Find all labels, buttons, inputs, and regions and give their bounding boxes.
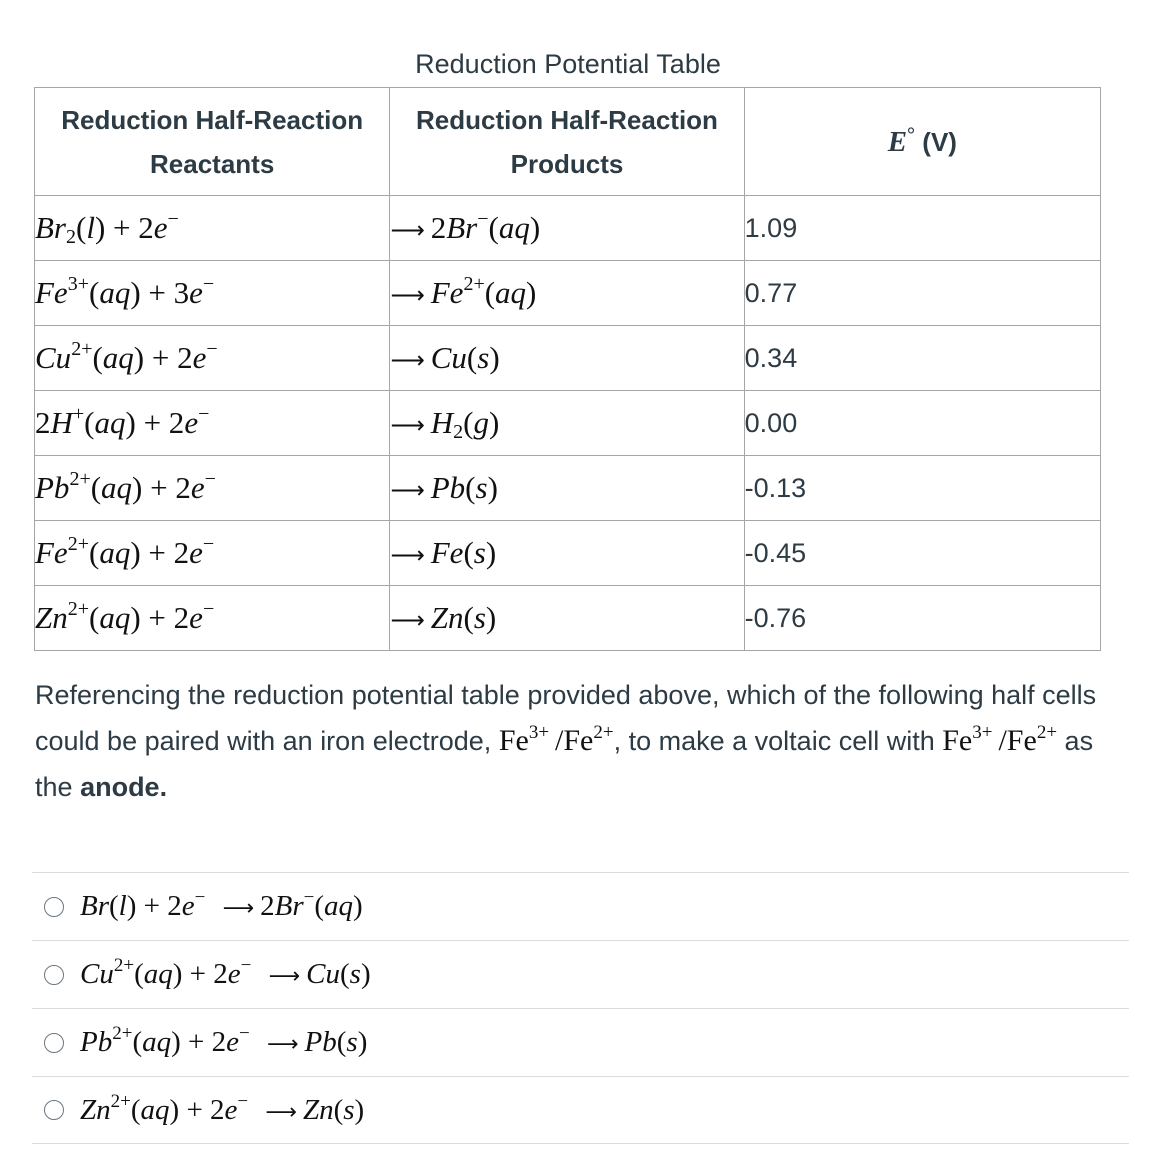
answer-label: $Cu^{2+}(aq) + 2e^-$ ⟶ Cu(s) bbox=[80, 955, 371, 990]
product-cell: ⟶ $H_2(g)$ bbox=[390, 391, 744, 456]
answer-label: $Pb^{2+}(aq) + 2e^-$ ⟶ Pb(s) bbox=[80, 1023, 368, 1058]
product-cell: ⟶ $Fe^{2+}(aq)$ bbox=[390, 261, 744, 326]
fe-couple: $Fe^{3+}$ $/Fe^{2+}$ bbox=[942, 722, 1058, 757]
answer-option-d[interactable] bbox=[32, 1076, 1129, 1144]
radio-button[interactable] bbox=[44, 1033, 64, 1053]
answer-list bbox=[32, 872, 1129, 1144]
reactant-cell: $Zn^{2+}(aq) + 2e^-$ bbox=[35, 586, 390, 651]
product-cell: ⟶ Fe(s) bbox=[390, 521, 744, 586]
potential-cell: -0.76 bbox=[744, 586, 1100, 651]
potential-cell: 0.00 bbox=[744, 391, 1100, 456]
answer-option-a[interactable] bbox=[32, 872, 1129, 940]
radio-button[interactable] bbox=[44, 897, 64, 917]
arrow-icon: ⟶ bbox=[390, 541, 425, 569]
reactant-cell: 2H+(aq) + 2e− bbox=[35, 391, 390, 456]
arrow-icon: ⟶ bbox=[265, 1099, 297, 1125]
radio-button[interactable] bbox=[44, 965, 64, 985]
product-cell: ⟶ Cu(s) bbox=[390, 326, 744, 391]
table-row bbox=[35, 261, 1101, 326]
reactant-cell: $Fe^{3+}(aq) + 3e^-$ bbox=[35, 261, 390, 326]
answer-label: Br(l) + 2e− ⟶ 2Br−(aq) bbox=[80, 887, 363, 922]
reactant-cell: $Pb^{2+}(aq) + 2e^-$ bbox=[35, 456, 390, 521]
arrow-icon: ⟶ bbox=[390, 216, 425, 244]
arrow-icon: ⟶ bbox=[390, 346, 425, 374]
table-row bbox=[35, 521, 1101, 586]
potential-cell: 0.34 bbox=[744, 326, 1100, 391]
arrow-icon: ⟶ bbox=[266, 1032, 299, 1057]
arrow-icon: ⟶ bbox=[222, 896, 255, 921]
product-cell: ⟶ Zn(s) bbox=[390, 586, 744, 651]
table-caption: Reduction Potential Table bbox=[415, 49, 721, 79]
potential-cell: -0.13 bbox=[744, 456, 1100, 521]
product-cell: ⟶ 2Br−(aq) bbox=[390, 196, 744, 261]
arrow-icon: ⟶ bbox=[390, 411, 425, 439]
arrow-icon: ⟶ bbox=[390, 606, 425, 634]
answer-label: $Zn^{2+}(aq) + 2e^-$ ⟶ Zn(s) bbox=[80, 1090, 365, 1126]
reactant-cell: $Fe^{2+}(aq) + 2e^-$ bbox=[35, 521, 390, 586]
header-products: Reduction Half-Reaction Products bbox=[390, 88, 744, 196]
question-text: Referencing the reduction potential table provided above, which of the following half cells could be paired with an iron electrode, $Fe^{3+}$ $/Fe^{2+}$, to make a voltaic cell with $Fe^{3+}$ $/Fe^{2+}$ as the anode. bbox=[35, 680, 1097, 802]
reduction-potential-table bbox=[34, 87, 1101, 651]
potential-cell: -0.45 bbox=[744, 521, 1100, 586]
header-potential: E° (V) bbox=[744, 88, 1100, 196]
table-row bbox=[35, 196, 1101, 261]
potential-cell: 0.77 bbox=[744, 261, 1100, 326]
arrow-icon: ⟶ bbox=[390, 476, 425, 504]
product-cell: ⟶ Pb(s) bbox=[390, 456, 744, 521]
header-reactants: Reduction Half-Reaction Reactants bbox=[35, 88, 390, 196]
table-row bbox=[35, 586, 1101, 651]
answer-option-c[interactable] bbox=[32, 1008, 1129, 1076]
reactant-cell: $Cu^{2+}(aq) + 2e^-$ bbox=[35, 326, 390, 391]
answer-option-b[interactable] bbox=[32, 940, 1129, 1008]
arrow-icon: ⟶ bbox=[390, 281, 425, 309]
table-row bbox=[35, 456, 1101, 521]
table-row bbox=[35, 391, 1101, 456]
reactant-cell: $Br_2(l) + 2e^-$ bbox=[35, 196, 390, 261]
potential-cell: 1.09 bbox=[744, 196, 1100, 261]
radio-button[interactable] bbox=[44, 1100, 64, 1120]
arrow-icon: ⟶ bbox=[268, 964, 301, 989]
fe-couple: $Fe^{3+}$ $/Fe^{2+}$ bbox=[498, 722, 614, 757]
table-row bbox=[35, 326, 1101, 391]
table-header-row bbox=[35, 88, 1101, 196]
